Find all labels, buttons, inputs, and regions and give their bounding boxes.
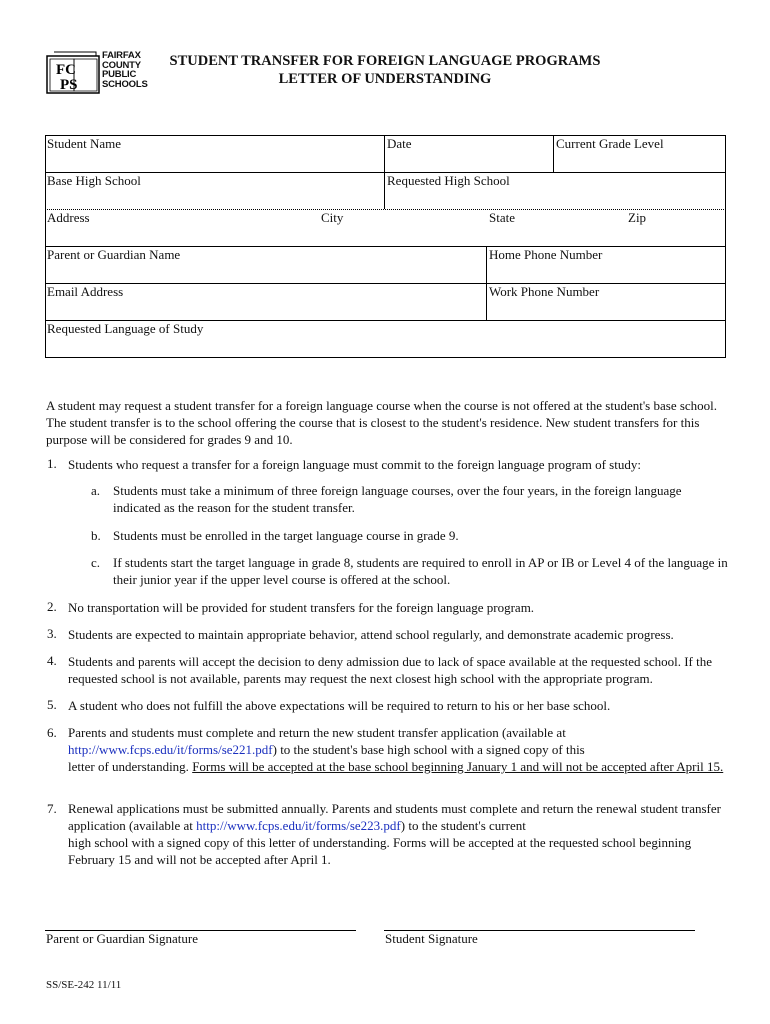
fcps-book-emblem-icon: [46, 50, 102, 94]
form-code: SS/SE-242 11/11: [46, 979, 122, 991]
zip-field[interactable]: Zip: [628, 210, 647, 225]
subitem-text: If students start the target language in grade 8, students are required to enroll in AP or IB or Level 4 of the language in their junior year if the upper level course is offered at the school.: [113, 555, 728, 587]
parent-name-field[interactable]: Parent or Guardian Name: [47, 247, 181, 262]
student-signature-label: Student Signature: [385, 931, 478, 946]
item-number: 2.: [47, 599, 57, 614]
title-line-1: STUDENT TRANSFER FOR FOREIGN LANGUAGE PROGRAMS: [169, 53, 601, 69]
student-name-field[interactable]: Student Name: [47, 136, 122, 151]
item-number: 7.: [47, 801, 57, 816]
se223-form-link[interactable]: http://www.fcps.edu/it/forms/se223.pdf: [196, 818, 401, 833]
subitem-text: Students must be enrolled in the target language course in grade 9.: [113, 528, 459, 543]
subitem-text: Students must take a minimum of three foreign language courses, over the four years, in the foreign language indicated as the reason for the student transfer.: [113, 483, 682, 515]
intro-paragraph: A student may request a student transfer for a foreign language course when the course is not offered at the student's base school. The student transfer is to the school offering the course that is closest to the student's residence. New student transfers for this purpose will be considered for grades 9 and 10.: [46, 398, 718, 447]
language-field[interactable]: Requested Language of Study: [47, 321, 204, 336]
address-field[interactable]: Address: [47, 210, 90, 225]
subitem-letter: a.: [91, 483, 101, 498]
current-grade-field[interactable]: Current Grade Level: [556, 136, 664, 151]
item-text: Students are expected to maintain appropriate behavior, attend school regularly, and demonstrate academic progress.: [68, 627, 674, 642]
subitem-letter: c.: [91, 555, 101, 570]
date-field[interactable]: Date: [387, 136, 412, 151]
email-field[interactable]: Email Address: [47, 284, 124, 299]
item-text: Parents and students must complete and return the new student transfer application (available at http://www.fcps.edu/it/forms/se221.pdf) to the student's base high school with a signed copy of this letter of understanding. Forms will be accepted at the base school beginning January 1 and will not be accepted after April 15.: [68, 725, 724, 774]
item-number: 1.: [47, 456, 57, 471]
item-number: 6.: [47, 725, 57, 740]
item-text: No transportation will be provided for student transfers for the foreign language program.: [68, 600, 535, 615]
fcps-logo: [46, 50, 152, 96]
item-number: 4.: [47, 653, 57, 668]
logo-initials-top: FC: [56, 62, 76, 78]
item-text: Renewal applications must be submitted annually. Parents and students must complete and return the renewal student transfer application (available at http://www.fcps.edu/it/forms/se223.pdf) to the student's current high school with a signed copy of this letter of understanding. Forms will be accepted at the requested school beginning February 15 and will not be accepted after April 1.: [68, 801, 721, 867]
title-line-2: LETTER OF UNDERSTANDING: [278, 71, 492, 87]
logo-wordmark: FAIRFAX COUNTY PUBLIC SCHOOLS: [102, 50, 148, 90]
subitem-letter: b.: [91, 528, 101, 543]
state-field[interactable]: State: [489, 210, 515, 225]
home-phone-field[interactable]: Home Phone Number: [489, 247, 603, 262]
item-text: A student who does not fulfill the above expectations will be required to return to his or her base school.: [68, 698, 611, 713]
item-number: 5.: [47, 697, 57, 712]
parent-signature-label: Parent or Guardian Signature: [46, 931, 198, 946]
base-high-school-field[interactable]: Base High School: [47, 173, 141, 188]
item-text: Students and parents will accept the decision to deny admission due to lack of space available at the requested school. If the requested school is not available, parents may request the next closest high school with the appropriate program.: [68, 654, 713, 686]
item-text: Students who request a transfer for a foreign language must commit to the foreign language program of study:: [68, 457, 641, 472]
city-field[interactable]: City: [321, 210, 344, 225]
requested-high-school-field[interactable]: Requested High School: [387, 173, 510, 188]
item-number: 3.: [47, 626, 57, 641]
work-phone-field[interactable]: Work Phone Number: [489, 284, 600, 299]
deadline-notice: Forms will be accepted at the base school beginning January 1 and will not be accepted after April 15.: [192, 759, 724, 774]
logo-initials-bottom: PS: [60, 77, 78, 93]
se221-form-link[interactable]: http://www.fcps.edu/it/forms/se221.pdf: [68, 742, 273, 757]
